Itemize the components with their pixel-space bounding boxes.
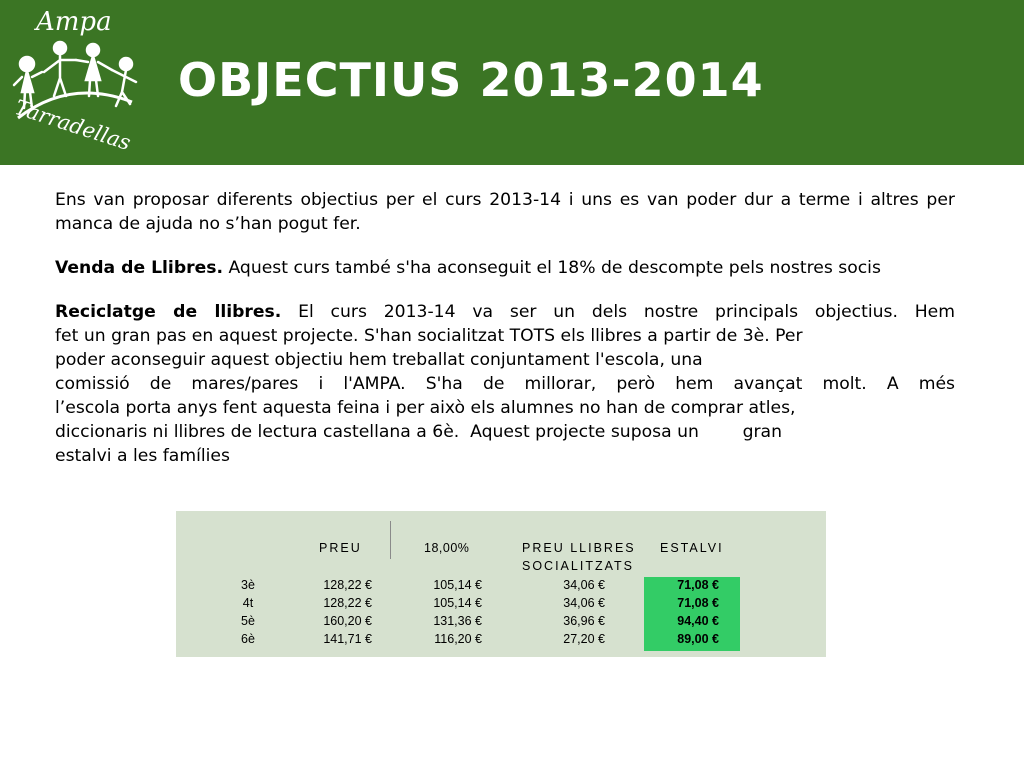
row-preu: 128,22 € [323, 578, 372, 592]
row-estalvi: 94,40 € [677, 614, 719, 628]
venda-heading: Venda de Llibres. [55, 258, 224, 278]
reciclatge-line-4: comissió de mares/pares i l'AMPA. S'ha de millorar, però hem avançat molt. A més [55, 374, 955, 394]
reciclatge-line-6: diccionaris ni llibres de lectura castellana a 6è. Aquest projecte suposa un gran [55, 422, 782, 442]
logo-image [0, 0, 154, 165]
row-preu: 128,22 € [323, 596, 372, 610]
row-socialitzats: 34,06 € [563, 578, 605, 592]
savings-table [176, 511, 826, 657]
header-divider [390, 521, 391, 559]
venda-text: Aquest curs també s'ha aconseguit el 18% de descompte pels nostres socis [223, 258, 881, 278]
header-discount: 18,00% [424, 541, 470, 555]
reciclatge-heading: Reciclatge de llibres. [55, 302, 282, 322]
reciclatge-line-5: l’escola porta anys fent aquesta feina i per això els alumnes no han de comprar atles, [55, 398, 796, 418]
row-socialitzats: 27,20 € [563, 632, 605, 646]
reciclatge-line-7: estalvi a les famílies [55, 446, 230, 466]
reciclatge-line-1-text: El curs 2013-14 va ser un dels nostre principals objectius. Hem [281, 302, 955, 322]
row-discount: 105,14 € [433, 578, 482, 592]
header-socialitzats-2: SOCIALITZATS [522, 559, 634, 573]
header-socialitzats-1: PREU LLIBRES [522, 541, 636, 555]
row-preu: 141,71 € [323, 632, 372, 646]
row-level: 4t [242, 596, 254, 610]
row-discount: 116,20 € [434, 632, 482, 646]
row-socialitzats: 34,06 € [563, 596, 605, 610]
intro-paragraph: Ens van proposar diferents objectius per el curs 2013-14 i uns es van poder dur a terme i altres per manca de ajuda no s’han pogut fer. [55, 190, 955, 234]
row-level: 6è [241, 632, 255, 646]
reciclatge-line-3: poder aconseguir aquest objectiu hem treballat conjuntament l'escola, una [55, 350, 703, 370]
page-title: OBJECTIUS 2013-2014 [178, 53, 764, 107]
row-estalvi: 71,08 € [677, 596, 719, 610]
reciclatge-line-1 [55, 300, 955, 324]
reciclatge-paragraph [55, 300, 955, 468]
row-estalvi: 71,08 € [677, 578, 719, 592]
venda-paragraph [55, 256, 955, 280]
row-level: 3è [241, 578, 255, 592]
logo-top-text: Ampa [36, 7, 112, 37]
row-discount: 105,14 € [433, 596, 482, 610]
content-body [55, 188, 955, 468]
logo-bottom-text: Tarradellas [11, 95, 134, 156]
row-level: 5è [241, 614, 255, 628]
row-socialitzats: 36,96 € [563, 614, 605, 628]
header-estalvi: ESTALVI [660, 541, 724, 555]
row-preu: 160,20 € [323, 614, 372, 628]
row-estalvi: 89,00 € [677, 632, 719, 646]
ampa-logo [0, 0, 154, 165]
reciclatge-line-2: fet un gran pas en aquest projecte. S'han socialitzat TOTS els llibres a partir de 3è. Per [55, 326, 803, 346]
row-discount: 131,36 € [433, 614, 482, 628]
header-preu: PREU [319, 541, 362, 555]
